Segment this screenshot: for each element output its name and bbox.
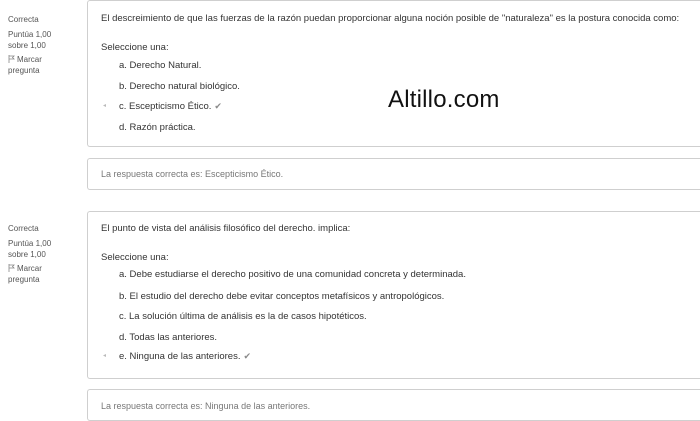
answer-option-a[interactable]: a. Derecho Natural. [119,60,202,71]
selected-radio-icon: ◂ [103,353,107,359]
question-grade: Puntúa 1,00 sobre 1,00 [8,239,52,259]
feedback-box-1 [87,158,700,190]
flag-question-link[interactable]: Marcar pregunta [8,264,42,284]
correct-answer-text: La respuesta correcta es: Escepticismo Ético. [101,169,284,179]
flag-question-link[interactable]: Marcar pregunta [8,55,42,75]
question-text: El punto de vista del análisis filosófico del derecho. implica: [101,223,351,234]
question-info-2 [8,223,78,285]
answer-option-a[interactable]: a. Debe estudiarse el derecho positivo de una comunidad concreta y determinada. [119,269,466,280]
answer-option-d[interactable]: d. Todas las anteriores. [119,332,218,343]
answer-option-c[interactable]: ◂ c. Escepticismo Ético. ✔ [103,101,222,112]
question-box-1 [87,0,700,147]
question-grade: Puntúa 1,00 sobre 1,00 [8,30,52,50]
answer-option-b[interactable]: b. Derecho natural biológico. [119,81,240,92]
check-icon: ✔ [243,351,252,361]
correct-answer-text: La respuesta correcta es: Ninguna de las anteriores. [101,401,311,411]
select-one-prompt: Seleccione una: [101,42,169,53]
question-info-1 [8,14,78,76]
feedback-box-2 [87,389,700,421]
watermark-logo: Altillo.com [388,86,500,113]
answer-option-c[interactable]: c. La solución última de análisis es la de casos hipotéticos. [119,311,367,322]
question-text: El descreimiento de que las fuerzas de la razón puedan proporcionar alguna noción posible de "naturaleza" es la postura conocida como: [101,13,680,24]
selected-radio-icon: ◂ [103,103,107,109]
answer-option-d[interactable]: d. Razón práctica. [119,122,196,133]
answer-option-e[interactable]: ◂ e. Ninguna de las anteriores. ✔ [103,351,252,362]
flag-icon [8,55,15,63]
select-one-prompt: Seleccione una: [101,252,169,263]
question-state: Correcta [8,224,39,233]
question-box-2 [87,211,700,379]
check-icon: ✔ [214,101,222,111]
question-state: Correcta [8,15,39,24]
flag-icon [8,264,15,272]
answer-option-b[interactable]: b. El estudio del derecho debe evitar conceptos metafísicos y antropológicos. [119,291,445,302]
